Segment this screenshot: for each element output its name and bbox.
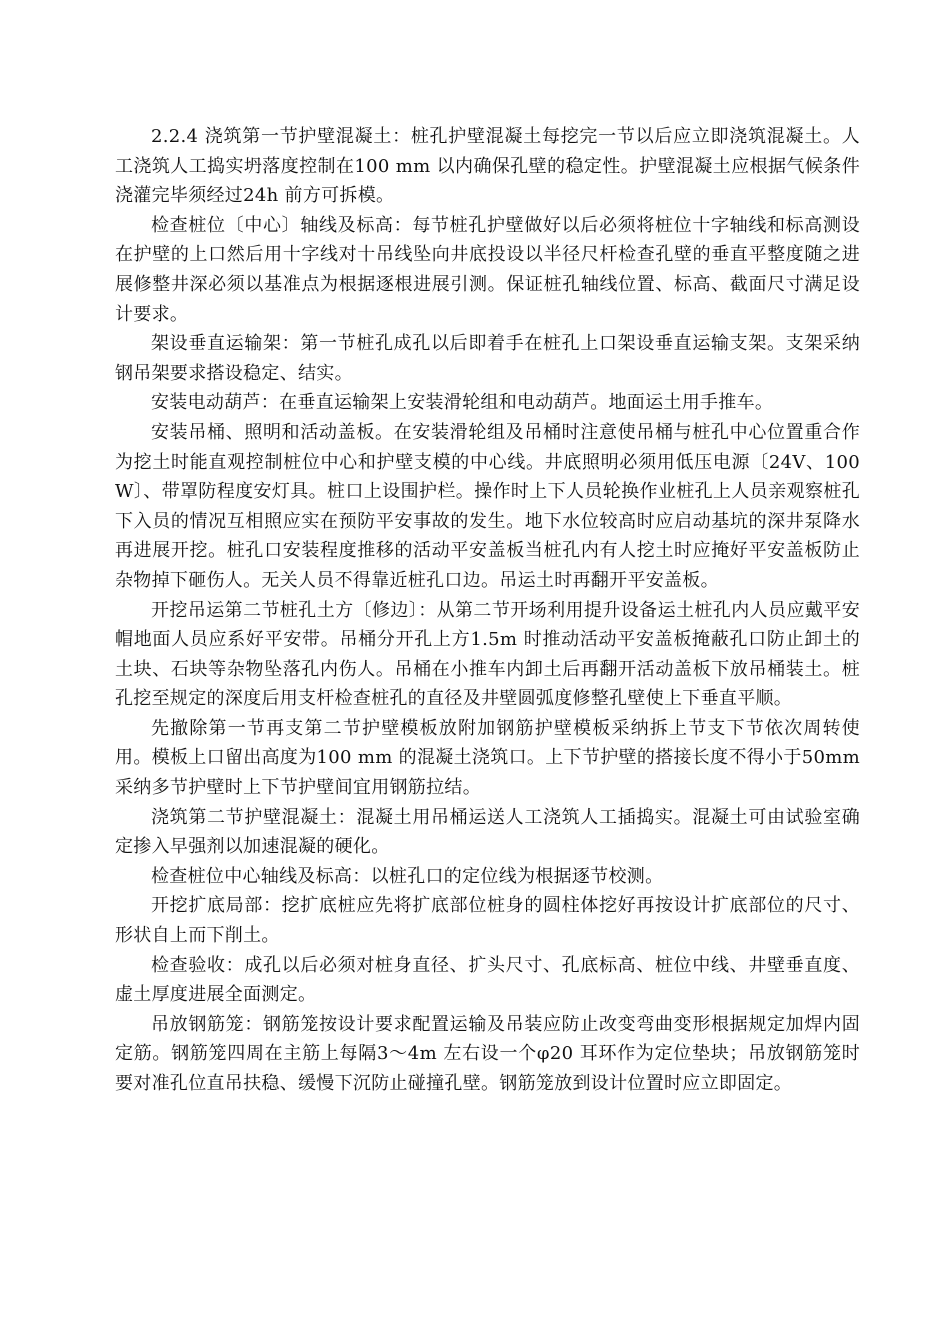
paragraph-second-section-excavation: 开挖吊运第二节桩孔土方〔修边〕：从第二节开场利用提升设备运土桩孔内人员应戴平安帽地面人员应系好平安带。吊桶分开孔上方1.5m 时推动活动平安盖板掩蔽孔口防止卸土的土块、石块等杂物坠落孔内伤人。吊桶在小推车内卸土后再翻开活动盖板下放吊桶装土。桩孔挖至规定的深度后用支杆检查桩孔的直径及井壁圆弧度修整孔壁使上下垂直平顺。	[115, 599, 860, 710]
paragraph-check-center-axis: 检查桩位中心轴线及标高：以桩孔口的定位线为根据逐节校测。	[151, 865, 664, 887]
paragraph-formwork-removal: 先撤除第一节再支第二节护壁模板放附加钢筋护壁模板采纳拆上节支下节依次周转使用。模板上口留出高度为100 mm 的混凝土浇筑口。上下节护壁的搭接长度不得小于50mm 采纳多节护壁时上下节护壁间宜用钢筋拉结。	[115, 717, 860, 799]
document-body	[115, 122, 860, 1099]
paragraph-electric-hoist: 安装电动葫芦：在垂直运输架上安装滑轮组和电动葫芦。地面运土用手推车。	[151, 392, 774, 414]
paragraph-inspection-acceptance: 检查验收：成孔以后必须对桩身直径、扩头尺寸、孔底标高、桩位中线、井壁垂直度、虚土厚度进展全面测定。	[115, 954, 860, 1006]
paragraph-enlarged-base: 开挖扩底局部：挖扩底桩应先将扩底部位桩身的圆柱体挖好再按设计扩底部位的尺寸、形状自上而下削土。	[115, 895, 860, 947]
paragraph-pour-second-section: 浇筑第二节护壁混凝土：混凝土用吊桶运送人工浇筑人工插捣实。混凝土可由试验室确定掺入早强剂以加速混凝的硬化。	[115, 806, 860, 858]
paragraph-bucket-lighting-cover: 安装吊桶、照明和活动盖板。在安装滑轮组及吊桶时注意使吊桶与桩孔中心位置重合作为挖土时能直观控制桩位中心和护壁支模的中心线。井底照明必须用低压电源〔24V、100 W〕、带罩防程度安灯具。桩口上设围护栏。操作时上下人员轮换作业桩孔上人员亲观察桩孔下入员的情况互相照应实在预防平安事故的发生。地下水位较高时应启动基坑的深井泵降水再进展开挖。桩孔口安装程度推移的活动平安盖板当桩孔内有人挖土时应掩好平安盖板防止杂物掉下砸伤人。无关人员不得靠近桩孔口边。吊运土时再翻开平安盖板。	[115, 421, 860, 591]
paragraph-check-pile-axis: 检查桩位〔中心〕轴线及标高：每节桩孔护壁做好以后必须将桩位十字轴线和标高测设在护壁的上口然后用十字线对十吊线坠向井底投设以半径尺杆检查孔壁的垂直平整度随之进展修整井深必须以基准点为根据逐根进展引测。保证桩孔轴线位置、标高、截面尺寸满足设计要求。	[115, 214, 860, 325]
paragraph-rebar-cage: 吊放钢筋笼：钢筋笼按设计要求配置运输及吊装应防止改变弯曲变形根据规定加焊内固定筋。钢筋笼四周在主筋上每隔3～4m 左右设一个φ20 耳环作为定位垫块；吊放钢筋笼时要对准孔位直吊扶稳、缓慢下沉防止碰撞孔壁。钢筋笼放到设计位置时应立即固定。	[115, 1013, 860, 1094]
paragraph-vertical-transport-frame: 架设垂直运输架：第一节桩孔成孔以后即着手在桩孔上口架设垂直运输支架。支架采纳钢吊架要求搭设稳定、结实。	[115, 333, 860, 384]
paragraph-pour-first-section: 2.2.4 浇筑第一节护壁混凝土：桩孔护壁混凝土每挖完一节以后应立即浇筑混凝土。人工浇筑人工捣实坍落度控制在100 mm 以内确保孔壁的稳定性。护壁混凝土应根据气候条件浇灌完毕须经过24h 前方可拆模。	[115, 126, 860, 207]
